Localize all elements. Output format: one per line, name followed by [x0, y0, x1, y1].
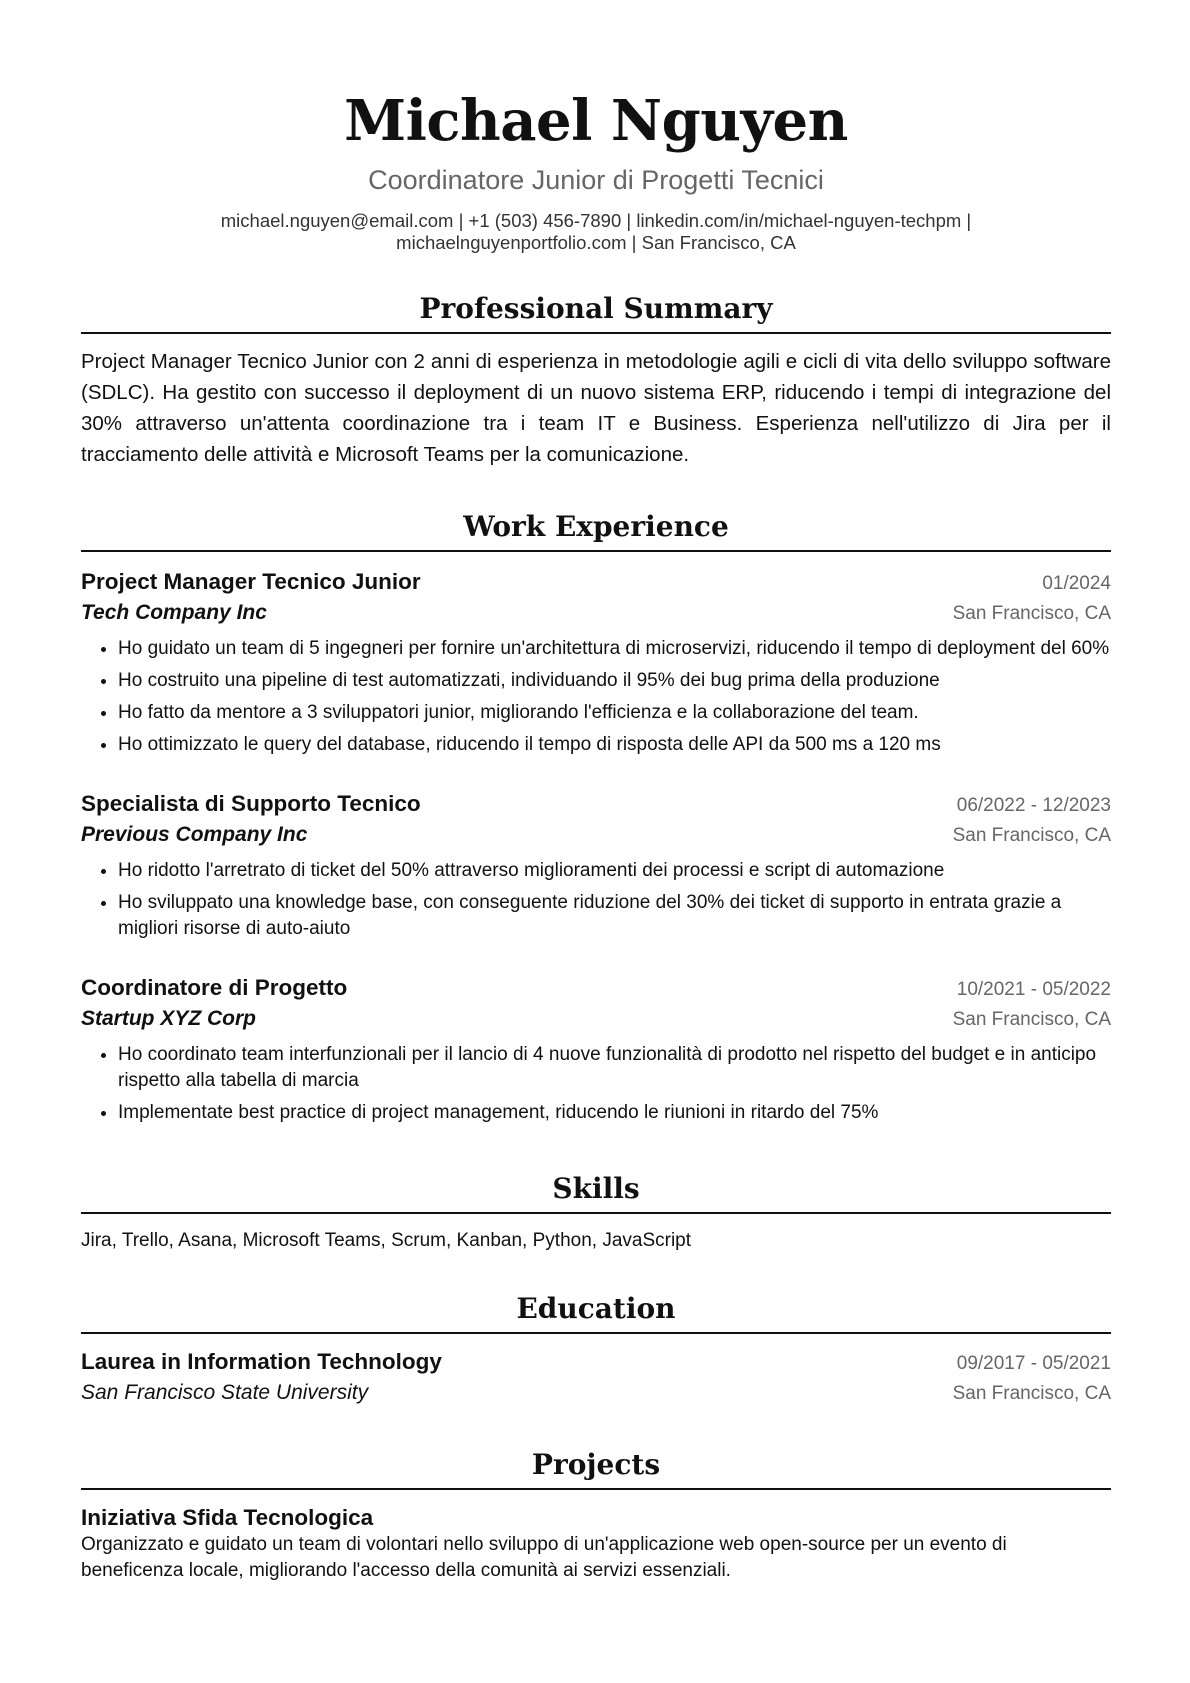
resume-page — [81, 0, 1111, 1584]
experience-heading: Work Experience — [81, 510, 1111, 552]
skills-section — [81, 1172, 1111, 1254]
candidate-title: Coordinatore Junior di Progetti Tecnici — [368, 165, 824, 195]
summary-text: Project Manager Tecnico Junior con 2 anni di esperienza in metodologie agili e cicli di vita dello sviluppo software (SDLC). Ha gestito con successo il deployment di un nuovo sistema ERP, riducendo i tempi di integrazione del 30% attraverso un'attenta coordinazione tra i team IT e Business. Esperienza nell'utilizzo di Jira per il tracciamento delle attività e Microsoft Teams per la comunicazione. — [81, 350, 1111, 466]
candidate-name: Michael Nguyen — [344, 88, 848, 154]
job-location: San Francisco, CA — [952, 603, 1111, 624]
job-company: Previous Company Inc — [81, 823, 308, 846]
job-entry-1 — [81, 568, 1111, 758]
list-item: • Implementate best practice di project management, riducendo le riunioni in ritardo del 75% — [118, 1100, 1111, 1126]
education-section — [81, 1292, 1111, 1408]
projects-section — [81, 1448, 1111, 1584]
job-title: Coordinatore di Progetto — [81, 975, 348, 1000]
experience-section — [81, 510, 1111, 1126]
list-item: • Ho ridotto l'arretrato di ticket del 50% attraverso miglioramenti dei processi e script di automazione — [118, 858, 1111, 884]
job-date: 06/2022 - 12/2023 — [956, 795, 1111, 816]
summary-section — [81, 292, 1111, 470]
list-item: • Ho costruito una pipeline di test automatizzati, individuando il 95% dei bug prima della produzione — [118, 668, 1111, 694]
job-entry-2 — [81, 790, 1111, 942]
school-name: San Francisco State University — [81, 1381, 369, 1404]
education-date: 09/2017 - 05/2021 — [956, 1353, 1111, 1374]
skills-heading: Skills — [81, 1172, 1111, 1214]
skills-text: Jira, Trello, Asana, Microsoft Teams, Scrum, Kanban, Python, JavaScript — [81, 1230, 692, 1251]
job-location: San Francisco, CA — [952, 1009, 1111, 1030]
job-location: San Francisco, CA — [952, 825, 1111, 846]
job-title: Specialista di Supporto Tecnico — [81, 791, 421, 816]
degree-title: Laurea in Information Technology — [81, 1349, 442, 1374]
summary-heading: Professional Summary — [81, 292, 1111, 334]
contact-line-2: michaelnguyenportfolio.com | San Francisco, CA — [396, 232, 796, 253]
job-bullets — [81, 636, 1111, 758]
job-company: Tech Company Inc — [81, 601, 267, 624]
job-title: Project Manager Tecnico Junior — [81, 569, 421, 594]
education-heading: Education — [81, 1292, 1111, 1334]
list-item: • Ho fatto da mentore a 3 sviluppatori junior, migliorando l'efficienza e la collaborazione del team. — [118, 700, 1111, 726]
job-entry-3 — [81, 974, 1111, 1126]
project-description: Organizzato e guidato un team di volontari nello sviluppo di un'applicazione web open-source per un evento di beneficenza locale, migliorando l'accesso della comunità ai servizi essenziali. — [81, 1534, 1007, 1581]
education-location: San Francisco, CA — [952, 1383, 1111, 1404]
job-company: Startup XYZ Corp — [81, 1007, 257, 1030]
job-bullets — [81, 1042, 1111, 1126]
list-item: • Ho sviluppato una knowledge base, con conseguente riduzione del 30% dei ticket di supporto in entrata grazie a migliori risorse di auto-aiuto — [118, 890, 1111, 942]
job-date: 01/2024 — [1042, 573, 1111, 594]
contact-info — [81, 210, 1111, 254]
project-title: Iniziativa Sfida Tecnologica — [81, 1505, 374, 1530]
job-bullets — [81, 858, 1111, 942]
contact-line-1: michael.nguyen@email.com | +1 (503) 456-7890 | linkedin.com/in/michael-nguyen-techpm | — [220, 210, 972, 231]
list-item: • Ho ottimizzato le query del database, riducendo il tempo di risposta delle API da 500 ms a 120 ms — [118, 732, 1111, 758]
list-item: • Ho coordinato team interfunzionali per il lancio di 4 nuove funzionalità di prodotto nel rispetto del budget e in anticipo rispetto alla tabella di marcia — [118, 1042, 1111, 1094]
job-date: 10/2021 - 05/2022 — [956, 979, 1111, 1000]
list-item: • Ho guidato un team di 5 ingegneri per fornire un'architettura di microservizi, riducendo il tempo di deployment del 60% — [118, 636, 1111, 662]
projects-heading: Projects — [81, 1448, 1111, 1490]
